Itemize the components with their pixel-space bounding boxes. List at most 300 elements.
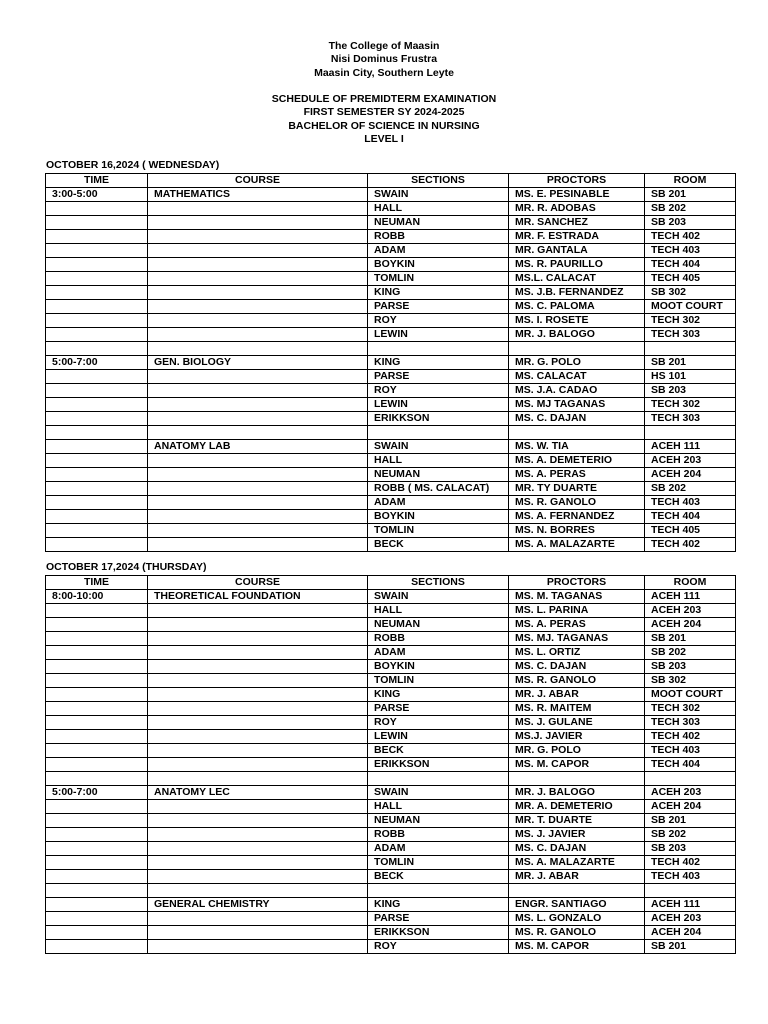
time-cell	[46, 342, 148, 356]
course-cell	[148, 856, 368, 870]
table-row	[46, 912, 736, 926]
table-row	[46, 828, 736, 842]
time-cell	[46, 870, 148, 884]
room-cell	[645, 772, 736, 786]
course-cell: GEN. BIOLOGY	[148, 356, 368, 370]
day-label-2: OCTOBER 17,2024 (THURSDAY)	[46, 561, 207, 573]
col-header-course: COURSE	[148, 576, 368, 590]
table-row	[46, 328, 736, 342]
room-cell: TECH 402	[645, 230, 736, 244]
time-cell	[46, 300, 148, 314]
room-cell: ACEH 204	[645, 926, 736, 940]
course-cell	[148, 202, 368, 216]
time-cell	[46, 202, 148, 216]
room-cell	[645, 884, 736, 898]
section-cell: KING	[368, 898, 509, 912]
document-title-block	[0, 93, 768, 147]
table-row	[46, 688, 736, 702]
section-cell: LEWIN	[368, 328, 509, 342]
section-cell: PARSE	[368, 912, 509, 926]
section-cell: BOYKIN	[368, 510, 509, 524]
course-cell	[148, 884, 368, 898]
course-cell	[148, 912, 368, 926]
time-cell: 3:00-5:00	[46, 188, 148, 202]
table-row	[46, 496, 736, 510]
room-cell	[645, 342, 736, 356]
section-cell: PARSE	[368, 370, 509, 384]
section-cell: TOMLIN	[368, 856, 509, 870]
section-cell: SWAIN	[368, 786, 509, 800]
room-cell: SB 202	[645, 482, 736, 496]
proctor-cell	[509, 772, 645, 786]
course-cell	[148, 244, 368, 258]
course-cell	[148, 538, 368, 552]
col-header-proctors: PROCTORS	[509, 576, 645, 590]
course-cell	[148, 370, 368, 384]
room-cell: SB 202	[645, 646, 736, 660]
time-cell	[46, 440, 148, 454]
semester-label: FIRST SEMESTER SY 2024-2025	[303, 106, 465, 119]
course-cell	[148, 618, 368, 632]
time-cell	[46, 884, 148, 898]
school-name: The College of Maasin	[328, 40, 440, 52]
time-cell	[46, 524, 148, 538]
proctor-cell: MS. A. PERAS	[509, 618, 645, 632]
table-header-row	[46, 576, 736, 590]
course-cell	[148, 660, 368, 674]
time-cell	[46, 926, 148, 940]
time-cell	[46, 538, 148, 552]
room-cell: SB 201	[645, 188, 736, 202]
proctor-cell: MS. M. TAGANAS	[509, 590, 645, 604]
table-row	[46, 286, 736, 300]
course-cell	[148, 842, 368, 856]
table-row	[46, 730, 736, 744]
proctor-cell	[509, 342, 645, 356]
time-cell	[46, 604, 148, 618]
course-cell	[148, 496, 368, 510]
time-cell	[46, 328, 148, 342]
table-row	[46, 454, 736, 468]
proctor-cell: MR. R. ADOBAS	[509, 202, 645, 216]
section-cell: ADAM	[368, 646, 509, 660]
section-cell: TOMLIN	[368, 674, 509, 688]
proctor-cell: MS. R. GANOLO	[509, 496, 645, 510]
section-cell: SWAIN	[368, 440, 509, 454]
room-cell: TECH 403	[645, 744, 736, 758]
course-cell	[148, 468, 368, 482]
course-cell	[148, 426, 368, 440]
table-row	[46, 468, 736, 482]
proctor-cell: MS. C. DAJAN	[509, 412, 645, 426]
time-cell	[46, 632, 148, 646]
col-header-room: ROOM	[645, 576, 736, 590]
course-cell	[148, 772, 368, 786]
room-cell: SB 201	[645, 814, 736, 828]
room-cell: TECH 404	[645, 758, 736, 772]
section-cell: KING	[368, 286, 509, 300]
room-cell: ACEH 111	[645, 590, 736, 604]
time-cell	[46, 216, 148, 230]
proctor-cell: MS. MJ TAGANAS	[509, 398, 645, 412]
course-cell	[148, 604, 368, 618]
proctor-cell: MS. A. PERAS	[509, 468, 645, 482]
time-cell	[46, 482, 148, 496]
time-cell	[46, 688, 148, 702]
table-row	[46, 538, 736, 552]
section-cell: PARSE	[368, 702, 509, 716]
room-cell: ACEH 203	[645, 912, 736, 926]
proctor-cell	[509, 426, 645, 440]
table-row	[46, 604, 736, 618]
section-cell: ROBB	[368, 632, 509, 646]
section-cell: PARSE	[368, 300, 509, 314]
section-cell	[368, 772, 509, 786]
course-cell	[148, 716, 368, 730]
course-cell	[148, 828, 368, 842]
proctor-cell: MS. A. MALAZARTE	[509, 856, 645, 870]
proctor-cell: MS. J. GULANE	[509, 716, 645, 730]
section-cell: TOMLIN	[368, 524, 509, 538]
table-row	[46, 440, 736, 454]
col-header-sections: SECTIONS	[368, 576, 509, 590]
room-cell: TECH 302	[645, 398, 736, 412]
proctor-cell: MR. SANCHEZ	[509, 216, 645, 230]
section-cell: BECK	[368, 744, 509, 758]
course-cell	[148, 744, 368, 758]
time-cell	[46, 856, 148, 870]
section-cell: ROBB	[368, 828, 509, 842]
course-cell	[148, 328, 368, 342]
course-cell	[148, 510, 368, 524]
section-cell: NEUMAN	[368, 216, 509, 230]
section-cell: HALL	[368, 800, 509, 814]
course-cell	[148, 454, 368, 468]
course-cell	[148, 646, 368, 660]
col-header-course: COURSE	[148, 174, 368, 188]
proctor-cell	[509, 884, 645, 898]
room-cell: HS 101	[645, 370, 736, 384]
room-cell: MOOT COURT	[645, 688, 736, 702]
section-cell: ADAM	[368, 842, 509, 856]
course-cell	[148, 412, 368, 426]
course-cell	[148, 342, 368, 356]
section-cell: ROY	[368, 716, 509, 730]
course-cell	[148, 258, 368, 272]
course-cell	[148, 870, 368, 884]
course-cell	[148, 272, 368, 286]
proctor-cell: MS.J. JAVIER	[509, 730, 645, 744]
proctor-cell: MS. M. CAPOR	[509, 758, 645, 772]
course-cell	[148, 814, 368, 828]
time-cell	[46, 660, 148, 674]
table-row	[46, 300, 736, 314]
table-row	[46, 870, 736, 884]
col-header-time: TIME	[46, 576, 148, 590]
table-row	[46, 412, 736, 426]
col-header-proctors: PROCTORS	[509, 174, 645, 188]
col-header-room: ROOM	[645, 174, 736, 188]
table-header-row	[46, 174, 736, 188]
section-cell: ADAM	[368, 244, 509, 258]
section-cell	[368, 884, 509, 898]
proctor-cell: MR. J. BALOGO	[509, 786, 645, 800]
table-row	[46, 786, 736, 800]
table-row	[46, 646, 736, 660]
table-row	[46, 660, 736, 674]
room-cell: SB 302	[645, 286, 736, 300]
room-cell: TECH 405	[645, 272, 736, 286]
section-cell: HALL	[368, 202, 509, 216]
course-cell	[148, 300, 368, 314]
time-cell: 5:00-7:00	[46, 356, 148, 370]
proctor-cell: MS. C. PALOMA	[509, 300, 645, 314]
proctor-cell: MR. J. ABAR	[509, 688, 645, 702]
section-cell: ERIKKSON	[368, 412, 509, 426]
table-row	[46, 244, 736, 258]
section-cell: NEUMAN	[368, 814, 509, 828]
school-location: Maasin City, Southern Leyte	[314, 66, 454, 79]
time-cell	[46, 744, 148, 758]
course-cell	[148, 688, 368, 702]
proctor-cell: MS. L. ORTIZ	[509, 646, 645, 660]
room-cell: TECH 402	[645, 538, 736, 552]
time-cell	[46, 702, 148, 716]
section-cell: ADAM	[368, 496, 509, 510]
table-row	[46, 370, 736, 384]
section-cell	[368, 426, 509, 440]
table-row	[46, 618, 736, 632]
table-row	[46, 884, 736, 898]
school-header	[0, 40, 768, 80]
proctor-cell: MR. J. ABAR	[509, 870, 645, 884]
proctor-cell: MS. A. FERNANDEZ	[509, 510, 645, 524]
room-cell: TECH 303	[645, 328, 736, 342]
proctor-cell: MS. E. PESINABLE	[509, 188, 645, 202]
time-cell	[46, 940, 148, 954]
table-row	[46, 230, 736, 244]
document-title: SCHEDULE OF PREMIDTERM EXAMINATION	[271, 93, 497, 105]
proctor-cell: MR. A. DEMETERIO	[509, 800, 645, 814]
proctor-cell: MS. C. DAJAN	[509, 660, 645, 674]
room-cell: ACEH 203	[645, 454, 736, 468]
proctor-cell: MS. MJ. TAGANAS	[509, 632, 645, 646]
time-cell	[46, 230, 148, 244]
time-cell: 5:00-7:00	[46, 786, 148, 800]
section-cell: KING	[368, 688, 509, 702]
time-cell	[46, 244, 148, 258]
section-cell: ERIKKSON	[368, 926, 509, 940]
room-cell: ACEH 111	[645, 440, 736, 454]
col-header-sections: SECTIONS	[368, 174, 509, 188]
table-row	[46, 926, 736, 940]
room-cell: MOOT COURT	[645, 300, 736, 314]
table-row	[46, 842, 736, 856]
room-cell: TECH 405	[645, 524, 736, 538]
room-cell: TECH 404	[645, 510, 736, 524]
level-label: LEVEL I	[364, 133, 404, 146]
course-cell	[148, 730, 368, 744]
section-cell: ROY	[368, 940, 509, 954]
time-cell	[46, 716, 148, 730]
room-cell: SB 201	[645, 940, 736, 954]
proctor-cell: MR. G. POLO	[509, 356, 645, 370]
col-header-time: TIME	[46, 174, 148, 188]
course-cell: ANATOMY LEC	[148, 786, 368, 800]
table-row	[46, 258, 736, 272]
course-cell	[148, 230, 368, 244]
section-cell: HALL	[368, 454, 509, 468]
schedule-table-oct17	[45, 575, 736, 954]
section-cell: LEWIN	[368, 730, 509, 744]
school-motto: Nisi Dominus Frustra	[330, 53, 438, 66]
time-cell	[46, 814, 148, 828]
room-cell: TECH 402	[645, 730, 736, 744]
proctor-cell: MS. A. DEMETERIO	[509, 454, 645, 468]
proctor-cell: MS. CALACAT	[509, 370, 645, 384]
proctor-cell: MR. TY DUARTE	[509, 482, 645, 496]
table-row	[46, 590, 736, 604]
table-row	[46, 814, 736, 828]
room-cell: SB 201	[645, 356, 736, 370]
proctor-cell: MS. R. PAURILLO	[509, 258, 645, 272]
table-row	[46, 940, 736, 954]
time-cell	[46, 412, 148, 426]
time-cell: 8:00-10:00	[46, 590, 148, 604]
table-row	[46, 716, 736, 730]
room-cell: TECH 303	[645, 412, 736, 426]
course-cell	[148, 286, 368, 300]
table-row	[46, 524, 736, 538]
section-cell: NEUMAN	[368, 468, 509, 482]
table-row	[46, 772, 736, 786]
room-cell: TECH 404	[645, 258, 736, 272]
room-cell: SB 202	[645, 828, 736, 842]
proctor-cell: MS.L. CALACAT	[509, 272, 645, 286]
table-row	[46, 202, 736, 216]
time-cell	[46, 426, 148, 440]
room-cell: ACEH 204	[645, 618, 736, 632]
course-cell	[148, 524, 368, 538]
time-cell	[46, 398, 148, 412]
proctor-cell: MS. I. ROSETE	[509, 314, 645, 328]
course-cell	[148, 632, 368, 646]
table-row	[46, 744, 736, 758]
course-cell: MATHEMATICS	[148, 188, 368, 202]
course-cell	[148, 216, 368, 230]
proctor-cell: MS. N. BORRES	[509, 524, 645, 538]
time-cell	[46, 758, 148, 772]
section-cell: SWAIN	[368, 188, 509, 202]
table-row	[46, 800, 736, 814]
room-cell: SB 203	[645, 660, 736, 674]
proctor-cell: MS. J.A. CADAO	[509, 384, 645, 398]
section-cell: ROY	[368, 314, 509, 328]
table-row	[46, 482, 736, 496]
room-cell: SB 302	[645, 674, 736, 688]
section-cell: NEUMAN	[368, 618, 509, 632]
section-cell: HALL	[368, 604, 509, 618]
room-cell: SB 203	[645, 842, 736, 856]
time-cell	[46, 646, 148, 660]
course-cell	[148, 702, 368, 716]
room-cell: ACEH 203	[645, 604, 736, 618]
time-cell	[46, 842, 148, 856]
time-cell	[46, 772, 148, 786]
table-row	[46, 856, 736, 870]
proctor-cell: MS. M. CAPOR	[509, 940, 645, 954]
time-cell	[46, 912, 148, 926]
room-cell: SB 203	[645, 216, 736, 230]
time-cell	[46, 674, 148, 688]
proctor-cell: MS. R. MAITEM	[509, 702, 645, 716]
room-cell: TECH 403	[645, 870, 736, 884]
time-cell	[46, 272, 148, 286]
section-cell: TOMLIN	[368, 272, 509, 286]
room-cell: ACEH 204	[645, 468, 736, 482]
room-cell: TECH 303	[645, 716, 736, 730]
time-cell	[46, 286, 148, 300]
room-cell: TECH 402	[645, 856, 736, 870]
room-cell: SB 203	[645, 384, 736, 398]
proctor-cell: MS. J. JAVIER	[509, 828, 645, 842]
time-cell	[46, 384, 148, 398]
proctor-cell: MR. J. BALOGO	[509, 328, 645, 342]
course-cell	[148, 384, 368, 398]
room-cell: TECH 302	[645, 702, 736, 716]
room-cell: TECH 403	[645, 496, 736, 510]
section-cell: ROY	[368, 384, 509, 398]
time-cell	[46, 800, 148, 814]
table-row	[46, 272, 736, 286]
course-cell	[148, 940, 368, 954]
time-cell	[46, 258, 148, 272]
section-cell: ROBB	[368, 230, 509, 244]
section-cell: LEWIN	[368, 398, 509, 412]
day-label-1: OCTOBER 16,2024 ( WEDNESDAY)	[46, 159, 220, 171]
course-cell	[148, 926, 368, 940]
room-cell: SB 202	[645, 202, 736, 216]
table-row	[46, 398, 736, 412]
table-row	[46, 314, 736, 328]
course-cell	[148, 674, 368, 688]
course-cell	[148, 314, 368, 328]
section-cell: BECK	[368, 870, 509, 884]
proctor-cell: MS. W. TIA	[509, 440, 645, 454]
proctor-cell: MR. G. POLO	[509, 744, 645, 758]
room-cell: SB 201	[645, 632, 736, 646]
course-cell	[148, 398, 368, 412]
schedule-table-oct16	[45, 173, 736, 552]
proctor-cell: MR. F. ESTRADA	[509, 230, 645, 244]
room-cell	[645, 426, 736, 440]
room-cell: ACEH 203	[645, 786, 736, 800]
table-row	[46, 342, 736, 356]
table-row	[46, 188, 736, 202]
course-cell: THEORETICAL FOUNDATION	[148, 590, 368, 604]
room-cell: TECH 302	[645, 314, 736, 328]
table-row	[46, 702, 736, 716]
course-cell	[148, 482, 368, 496]
room-cell: ACEH 204	[645, 800, 736, 814]
proctor-cell: MS. L. GONZALO	[509, 912, 645, 926]
proctor-cell: MS. R. GANOLO	[509, 926, 645, 940]
section-cell: BOYKIN	[368, 660, 509, 674]
table-row	[46, 384, 736, 398]
section-cell: KING	[368, 356, 509, 370]
time-cell	[46, 730, 148, 744]
table-row	[46, 674, 736, 688]
